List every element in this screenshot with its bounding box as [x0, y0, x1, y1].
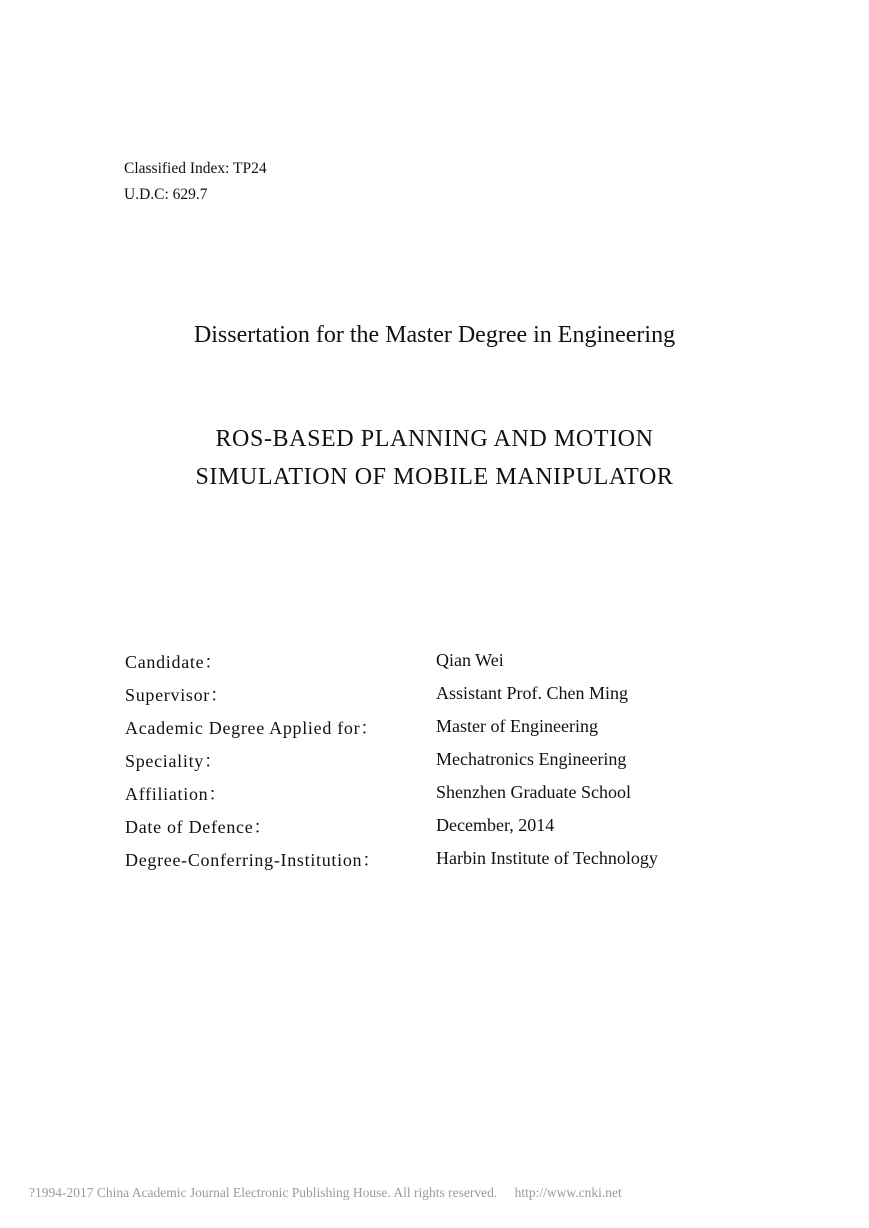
degree-heading: Dissertation for the Master Degree in Engineering: [193, 322, 676, 348]
info-value: Master of Engineering: [436, 716, 598, 736]
classification-block: [124, 156, 267, 208]
info-row-institution: [125, 844, 765, 877]
info-label: Supervisor：: [125, 685, 229, 705]
info-value: Shenzhen Graduate School: [436, 782, 631, 802]
info-label: Affiliation：: [125, 784, 228, 804]
classified-index: Classified Index: TP24: [124, 160, 267, 177]
info-label: Academic Degree Applied for：: [125, 718, 380, 738]
info-label: Candidate：: [125, 652, 223, 672]
info-row-candidate: [125, 646, 765, 679]
udc-number: U.D.C: 629.7: [124, 186, 208, 203]
info-value: Qian Wei: [436, 650, 504, 670]
info-row-affiliation: [125, 778, 765, 811]
footer-url: http://www.cnki.net: [514, 1185, 622, 1200]
info-value: Assistant Prof. Chen Ming: [436, 683, 629, 703]
info-row-degree: [125, 712, 765, 745]
info-table: [125, 646, 765, 877]
copyright-text: ?1994-2017 China Academic Journal Electronic Publishing House. All rights reserved.: [29, 1185, 498, 1200]
copyright-footer: [29, 1184, 622, 1202]
info-value: December, 2014: [436, 815, 555, 835]
info-label: Date of Defence：: [125, 817, 273, 837]
info-row-supervisor: [125, 679, 765, 712]
info-row-date: [125, 811, 765, 844]
title-line-1: ROS-BASED PLANNING AND MOTION: [215, 426, 654, 452]
dissertation-title: [0, 420, 869, 496]
info-value: Mechatronics Engineering: [436, 749, 627, 769]
info-label: Speciality：: [125, 751, 223, 771]
info-row-speciality: [125, 745, 765, 778]
title-line-2: SIMULATION OF MOBILE MANIPULATOR: [195, 464, 674, 490]
info-value: Harbin Institute of Technology: [436, 848, 658, 868]
info-label: Degree-Conferring-Institution：: [125, 850, 381, 870]
